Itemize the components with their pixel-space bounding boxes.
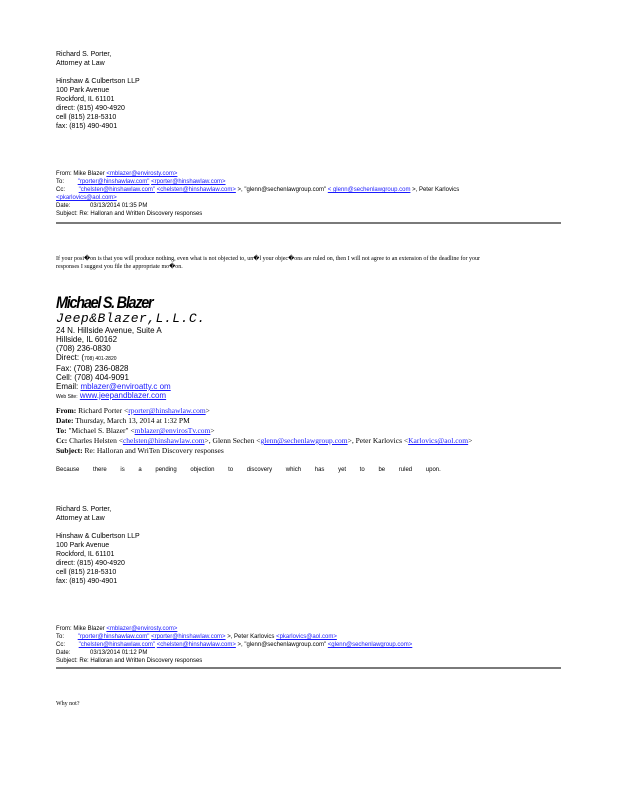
date-value: 03/13/2014 01:12 PM <box>90 650 148 656</box>
subject-value: Re: Halloran and WriTen Discovery responses <box>84 446 224 455</box>
sig-fax: Fax: (708) 236-0828 <box>56 364 129 373</box>
cc-value: Charles Helsten < <box>69 436 123 445</box>
from-name: Mike Blazer <box>73 626 105 632</box>
to-value: "Michael S. Blazer" < <box>68 426 135 435</box>
sig-phone: (708) 236-0830 <box>56 344 111 353</box>
date-value: Thursday, March 13, 2014 at 1:32 PM <box>75 416 190 425</box>
to-email-link[interactable]: "rporter@hinshawlaw.com" <box>77 634 150 640</box>
cc-email-link-4[interactable]: <pkarlovics@aol.com> <box>56 195 117 201</box>
sig-name-heading: Michael S. Blazer <box>56 293 153 312</box>
cc-label: Cc: <box>56 642 65 648</box>
date-value: 03/13/2014 01:35 PM <box>90 203 148 209</box>
from-name: Mike Blazer <box>73 171 105 177</box>
web-link[interactable]: www.jeepandblazer.com <box>79 391 167 400</box>
cc-label: Cc: <box>56 436 68 445</box>
sig-cell: cell (815) 218-5310 <box>56 114 117 121</box>
subject-label: Subject: <box>56 658 78 664</box>
email-link[interactable]: mblazer@enviroatty.c om <box>80 382 171 391</box>
cc-text-2: >, Peter Karlovics <box>412 187 460 193</box>
sig-city: Hillside, IL 60162 <box>56 335 118 344</box>
direct-label: Direct: ( <box>56 353 84 362</box>
cc-text: >, "glenn@sechenlawgroup.com" <box>237 642 327 648</box>
sig-email <box>56 382 205 391</box>
firm-logo-text: Jeep&Blazer,L.L.C. <box>56 311 206 326</box>
cc-email-link-3[interactable]: <glenn@sechenlawgroup.com> <box>327 642 413 648</box>
body-line-2: responses I suggest you file the appropriate mo�on. <box>56 264 183 270</box>
subject-label: Subject: <box>56 446 83 455</box>
cc-email-link[interactable]: chelsten@hinshawlaw.com <box>122 436 205 445</box>
cc-value-3: >, Peter Karlovics < <box>347 436 409 445</box>
sig-name: Richard S. Porter, <box>56 506 112 513</box>
from-label: From: <box>56 626 72 632</box>
to-email-link-2[interactable]: <rporter@hinshawlaw.com> <box>151 179 226 185</box>
sig-name: Richard S. Porter, <box>56 51 112 58</box>
sig-direct <box>56 353 205 364</box>
cc-label: Cc: <box>56 187 65 193</box>
direct-number: 708) 401-2820 <box>84 356 117 362</box>
sig-direct: direct: (815) 490-4920 <box>56 560 125 567</box>
cc-email-link-2[interactable]: <chelsten@hinshawlaw.com> <box>156 642 236 648</box>
from-email-link[interactable]: <mblazer@envirosty.com> <box>106 626 178 632</box>
sig-title: Attorney at Law <box>56 515 105 522</box>
date-label: Date: <box>56 650 71 656</box>
divider <box>56 222 561 224</box>
cc-email-link-2[interactable]: glenn@sechenlawgroup.com <box>260 436 348 445</box>
cc-email-link[interactable]: "chelsten@hinshawlaw.com" <box>78 187 156 193</box>
to-label: To: <box>56 634 65 640</box>
sig-street: 100 Park Avenue <box>56 542 110 549</box>
sig-cell: Cell: (708) 404-9091 <box>56 373 129 382</box>
sig-fax: fax: (815) 490-4901 <box>56 578 118 585</box>
sig-street: 100 Park Avenue <box>56 87 110 94</box>
email-body-2: Because there is a pending objection to discovery which has yet to be ruled upon. <box>56 467 441 473</box>
divider <box>56 667 561 669</box>
to-email-link-3[interactable]: <pkarlovics@aol.com> <box>276 634 337 640</box>
to-email-link[interactable]: mblazer@envirosTv.com <box>134 426 211 435</box>
sig-street: 24 N. Hillside Avenue, Suite A <box>56 326 162 335</box>
blazer-signature <box>56 293 205 402</box>
email-label: Email: <box>56 382 79 391</box>
cc-email-link-3[interactable]: Karlovics@aol.com <box>408 436 469 445</box>
sig-firm: Hinshaw & Culbertson LLP <box>56 78 140 85</box>
sig-fax: fax: (815) 490-4901 <box>56 123 118 130</box>
signature-block-2 <box>56 505 140 586</box>
date-label: Date: <box>56 416 74 425</box>
sig-title: Attorney at Law <box>56 60 105 67</box>
sig-cell: cell (815) 218-5310 <box>56 569 117 576</box>
cc-email-link-3[interactable]: < glenn@sechenlawgroup.com <box>327 187 411 193</box>
to-label: To: <box>56 426 67 435</box>
body-line: If your posi�on is that you will produce nothing, even what is not objected to, un�l your objec�ons are ruled on, then I will not agree to an extension of the deadline for your <box>56 256 481 262</box>
sig-direct: direct: (815) 490-4920 <box>56 105 125 112</box>
to-email-link[interactable]: "rporter@hinshawlaw.com" <box>77 179 150 185</box>
sig-city: Rockford, IL 61101 <box>56 96 115 103</box>
web-label: Web Site: <box>56 394 78 400</box>
to-text: >, Peter Karlovics <box>227 634 275 640</box>
cc-email-link[interactable]: "chelsten@hinshawlaw.com" <box>78 642 156 648</box>
from-email-link[interactable]: <mblazer@envirosty.com> <box>106 171 178 177</box>
date-label: Date: <box>56 203 71 209</box>
sig-firm: Hinshaw & Culbertson LLP <box>56 533 140 540</box>
to-email-link-2[interactable]: <rporter@hinshawlaw.com> <box>151 634 226 640</box>
from-email-link[interactable]: rporter@hinshawlaw.com <box>128 406 206 415</box>
email-header-3 <box>56 625 556 665</box>
email-body-1 <box>56 255 556 271</box>
email-body-3: Why not? <box>56 701 80 707</box>
sig-web <box>56 391 205 402</box>
from-label: From: <box>56 171 72 177</box>
from-value: Richard Porter < <box>78 406 129 415</box>
email-header-1 <box>56 170 556 218</box>
subject-value: Re: Halloran and Written Discovery responses <box>79 658 203 664</box>
cc-value-2: >, Glenn Sechen < <box>204 436 261 445</box>
cc-text: >, "glenn@sechenlawgroup.com" <box>237 187 327 193</box>
to-label: To: <box>56 179 65 185</box>
from-label: From: <box>56 406 77 415</box>
subject-value: Re: Halloran and Written Discovery responses <box>79 211 203 217</box>
sig-city: Rockford, IL 61101 <box>56 551 115 558</box>
cc-email-link-2[interactable]: <chelsten@hinshawlaw.com> <box>156 187 236 193</box>
subject-label: Subject: <box>56 211 78 217</box>
signature-block-1 <box>56 50 140 131</box>
email-header-2: From: Richard Porter <rporter@hinshawlaw.com> Date: Thursday, March 13, 2014 at 1:32 PM To: "Michael S. Blazer" <mblazer@envirosTv.com> Cc: Charles Helsten <chelsten@hinshawlaw.com>, Glenn Sechen <glenn@sechenlawgroup.com>, Peter Karlovics <Karlovics@aol.com> Subject: Re: Halloran and WriTen Discovery responses <box>56 406 473 455</box>
